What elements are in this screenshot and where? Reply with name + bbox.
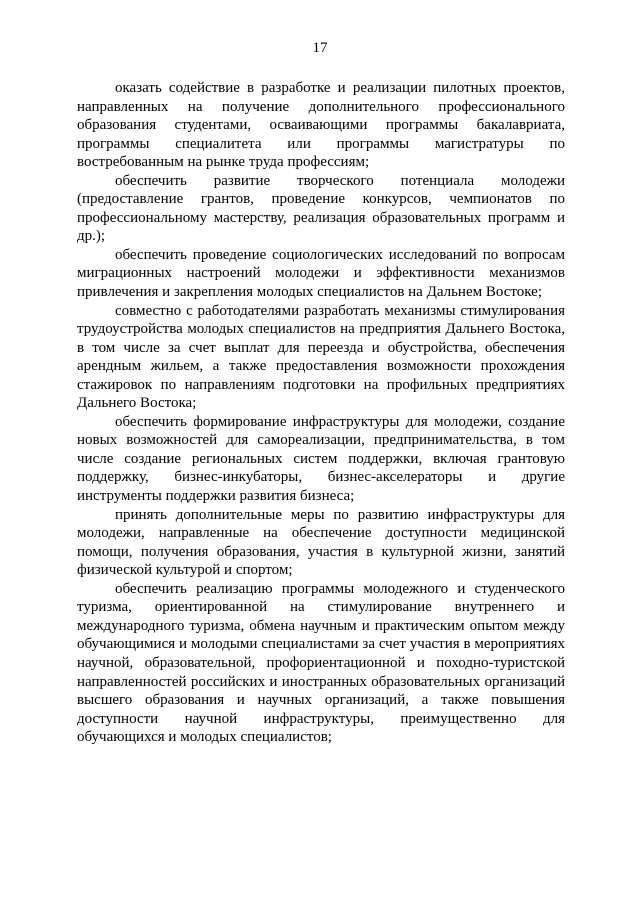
document-body [77, 79, 565, 747]
paragraph-pilot-projects: оказать содействие в разработке и реализации пилотных проектов, направленных на получение дополнительного профессионального образования студентами, осваивающими программы бакалавриата, программы специалитета или программы магистратуры по востребованным на рынке труда профессиям; [77, 80, 565, 171]
paragraph-youth-tourism: обеспечить реализацию программы молодежного и студенческого туризма, ориентированной на стимулирование внутреннего и международного туризма, обмена научным и практическим опытом между обучающимися и молодыми специалистами за счет участия в мероприятиях научной, образовательной, профориентационной и походно-туристской направленностей российских и иностранных образовательных организаций высшего образования и научных организаций, а также повышения доступности научной инфраструктуры, преимущественно для обучающихся и молодых специалистов; [77, 580, 565, 746]
paragraph-youth-infrastructure: обеспечить формирование инфраструктуры для молодежи, создание новых возможностей для самореализации, предпринимательства, в том числе создание региональных систем поддержки, включая грантовую поддержку, бизнес-инкубаторы, бизнес-акселераторы и другие инструменты поддержки развития бизнеса; [77, 413, 565, 505]
paragraph-sociological-research: обеспечить проведение социологических исследований по вопросам миграционных настроений молодежи и эффективности механизмов привлечения и закрепления молодых специалистов на Дальнем Востоке; [77, 246, 565, 301]
paragraph-employment-mechanisms: совместно с работодателями разработать механизмы стимулирования трудоустройства молодых специалистов на предприятия Дальнего Востока, в том числе за счет выплат для переезда и обустройства, обеспечения арендным жильем, а также предоставления возможности прохождения стажировок по направлениям подготовки на профильных предприятиях Дальнего Востока; [77, 302, 565, 412]
paragraph-creative-potential: обеспечить развитие творческого потенциала молодежи (предоставление грантов, проведение конкурсов, чемпионатов по профессиональному мастерству, реализация образовательных программ и др.); [77, 172, 565, 245]
page-number: 17 [312, 40, 328, 56]
paragraph-additional-measures: принять дополнительные меры по развитию инфраструктуры для молодежи, направленные на обеспечение доступности медицинской помощи, получения образования, участия в культурной жизни, занятий физической культурой и спортом; [77, 506, 565, 579]
